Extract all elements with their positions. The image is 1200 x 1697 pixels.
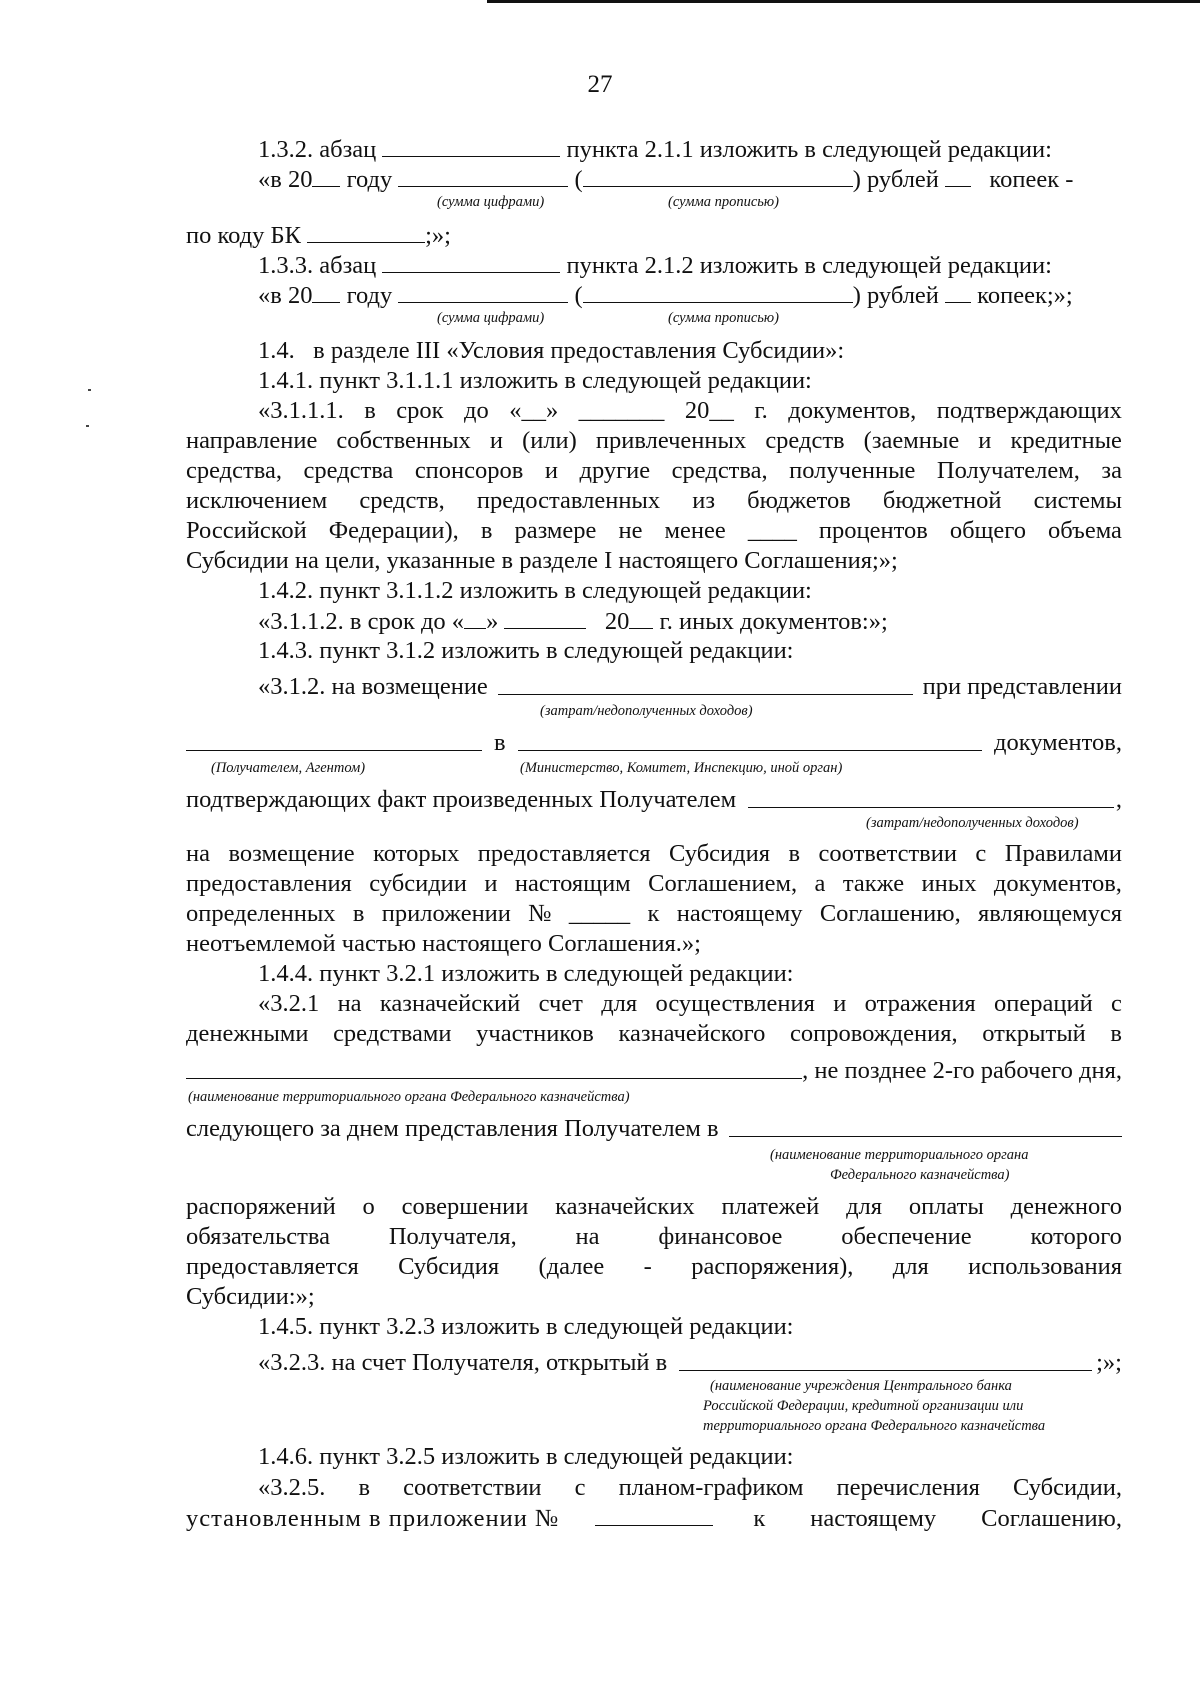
word: операций	[994, 990, 1093, 1017]
word: с	[1111, 990, 1122, 1017]
word: оплаты	[908, 1193, 984, 1220]
word: субсидии	[369, 870, 467, 897]
word: за	[1101, 457, 1122, 484]
page-number: 27	[587, 71, 613, 98]
word: перечисления	[836, 1474, 980, 1501]
line-1-3-3: 1.3.3. абзац пункта 2.1.2 изложить в следующей редакции:	[258, 252, 1052, 279]
word: системы	[1033, 487, 1122, 514]
word: иных	[921, 870, 977, 897]
para-3-2-5-line-2: установленным в приложении № к настоящему Соглашению,	[186, 1505, 1122, 1532]
word: планом-графиком	[618, 1474, 804, 1501]
word: размере	[514, 517, 597, 544]
word: о	[362, 1193, 375, 1220]
word: в	[480, 517, 493, 544]
line-1-4-5: 1.4.5. пункт 3.2.3 изложить в следующей редакции:	[258, 1313, 794, 1340]
word: исключением	[186, 487, 328, 514]
word: средства,	[186, 457, 282, 484]
blank-fill-line	[186, 728, 482, 751]
caption-bank-2: Российской Федерации, кредитной организации или	[703, 1398, 1024, 1414]
word: в	[364, 397, 376, 424]
blank-fill-line	[945, 164, 971, 187]
para-orders-line-2	[186, 1222, 1122, 1252]
caption-sum-words: (сумма прописью)	[668, 194, 779, 210]
blank-fill-line	[312, 280, 340, 303]
para-orders-line-1	[186, 1192, 1122, 1222]
line-bk-code: по коду БК ;»;	[186, 222, 451, 249]
word: Российской	[186, 517, 307, 544]
para-3-1-1-1-line-6: Субсидии на цели, указанные в разделе I настоящего Соглашения;»;	[186, 547, 898, 574]
line-1-4-4: 1.4.4. пункт 3.2.1 изложить в следующей редакции:	[258, 960, 794, 987]
word: (далее	[538, 1253, 605, 1280]
word: «__»	[509, 397, 559, 424]
word: средства,	[671, 457, 768, 484]
para-3-1-1-1-line-5	[186, 516, 1122, 546]
word: для	[892, 1253, 929, 1280]
word: бюджетной	[882, 487, 1002, 514]
blank-fill-line	[398, 280, 568, 303]
word: на	[337, 990, 362, 1017]
word: распоряжения),	[691, 1253, 854, 1280]
line-year-amount-1: «в 20 году ( ) рублей копеек -	[258, 166, 1074, 193]
para-reimbursement-line-2	[186, 869, 1122, 899]
word: к	[647, 900, 660, 927]
blank-fill-line	[629, 606, 653, 629]
line-3-2-3: «3.2.3. на счет Получателя, открытый в ;»;	[258, 1349, 1122, 1376]
word: обязательства	[186, 1223, 330, 1250]
word: возмещение	[228, 840, 355, 867]
blank-fill-line	[464, 606, 486, 629]
blank-fill-line	[307, 220, 425, 243]
word: приложении	[381, 900, 511, 927]
para-3-2-1-line-1	[258, 989, 1122, 1019]
caption-ministry-committee: (Министерство, Комитет, Инспекцию, иной орган)	[520, 760, 843, 776]
blank-fill-line	[583, 164, 853, 187]
word: казначейский	[379, 990, 521, 1017]
word: 20__	[684, 397, 734, 424]
word: финансовое	[658, 1223, 783, 1250]
line-3-1-2: «3.1.2. на возмещение при представлении	[258, 673, 1122, 700]
word: до	[464, 397, 489, 424]
para-orders-line-3	[186, 1252, 1122, 1282]
word: являющемуся	[978, 900, 1122, 927]
word: казначейского	[618, 1020, 766, 1047]
word: кредитные	[1010, 427, 1122, 454]
word: а	[814, 870, 826, 897]
word: также	[842, 870, 905, 897]
caption-expenses-2: (затрат/недополученных доходов)	[866, 815, 1079, 831]
line-1-4-3: 1.4.3. пункт 3.1.2 изложить в следующей редакции:	[258, 637, 794, 664]
word: предоставленных	[476, 487, 661, 514]
word: другие	[579, 457, 651, 484]
caption-treasury-body-2a: (наименование территориального органа	[770, 1147, 1029, 1163]
word: _____	[568, 900, 631, 927]
word: средств,	[359, 487, 445, 514]
scan-speck	[88, 389, 91, 391]
word: привлеченных	[595, 427, 747, 454]
word: срок	[396, 397, 444, 424]
word: осуществления	[655, 990, 815, 1017]
word: (заемные	[863, 427, 960, 454]
blank-fill-line	[312, 164, 340, 187]
word: Субсидия	[669, 840, 770, 867]
word: Субсидия	[398, 1253, 500, 1280]
blank-fill-line	[595, 1503, 713, 1526]
word: на	[186, 840, 210, 867]
blank-fill-line	[748, 785, 1114, 808]
para-3-1-1-1-line-1	[258, 396, 1122, 426]
blank-fill-line	[679, 1348, 1092, 1371]
word: в	[352, 900, 365, 927]
word: средствами	[333, 1020, 452, 1047]
word: Федерации),	[328, 517, 459, 544]
caption-expenses: (затрат/недополученных доходов)	[540, 703, 753, 719]
word: собственных	[336, 427, 471, 454]
line-confirming-fact: подтверждающих факт произведенных Получателем ,	[186, 786, 1122, 813]
word: казначейских	[555, 1193, 695, 1220]
word: ____	[747, 517, 797, 544]
line-following-day: следующего за днем представления Получателем в	[186, 1114, 1122, 1144]
blank-fill-line	[583, 280, 853, 303]
word: менее	[664, 517, 726, 544]
blank-fill-line	[729, 1114, 1122, 1137]
word: счет	[538, 990, 583, 1017]
word: процентов	[818, 517, 928, 544]
blank-fill-line	[945, 280, 971, 303]
scan-speck	[86, 425, 89, 427]
scan-top-border	[487, 0, 1200, 3]
blank-fill-line	[518, 728, 982, 751]
word: средств	[765, 427, 845, 454]
word: подтверждающих	[936, 397, 1122, 424]
para-3-1-1-1-line-4	[186, 486, 1122, 516]
para-3-1-1-1-line-2	[186, 426, 1122, 456]
word: соответствии	[403, 1474, 542, 1501]
word: №	[528, 900, 552, 927]
word: сопровождения,	[789, 1020, 958, 1047]
blank-fill-line	[498, 672, 913, 695]
word: и	[978, 427, 992, 454]
word: предоставляется	[186, 1253, 359, 1280]
word: не	[618, 517, 643, 544]
word: и	[489, 427, 503, 454]
para-reimbursement-line-1	[186, 839, 1122, 869]
word: денежного	[1010, 1193, 1122, 1220]
word: в	[358, 1474, 371, 1501]
line-recipient-agency: в документов,	[186, 728, 1122, 758]
word: участников	[476, 1020, 594, 1047]
word: открытый	[982, 1020, 1086, 1047]
para-3-1-1-1-line-3	[186, 456, 1122, 486]
word: из	[692, 487, 716, 514]
blank-fill-line	[504, 606, 586, 629]
word: документов,	[788, 397, 917, 424]
word: объема	[1048, 517, 1122, 544]
word: соответствии	[818, 840, 957, 867]
word: предоставления	[186, 870, 352, 897]
word: на	[575, 1223, 600, 1250]
word: Правилами	[1004, 840, 1122, 867]
word: (или)	[522, 427, 577, 454]
word: определенных	[186, 900, 336, 927]
word: которых	[373, 840, 460, 867]
para-orders-line-4: Субсидии:»;	[186, 1283, 315, 1310]
para-3-2-5-line-1	[258, 1473, 1122, 1503]
word: направление	[186, 427, 318, 454]
word: настоящему	[676, 900, 803, 927]
line-1-4-1: 1.4.1. пункт 3.1.1.1 изложить в следующей редакции:	[258, 367, 812, 394]
word: с	[975, 840, 987, 867]
blank-fill-line	[382, 250, 560, 273]
word: и	[544, 457, 558, 484]
caption-recipient-agent: (Получателем, Агентом)	[211, 760, 366, 776]
word: настоящим	[514, 870, 631, 897]
word: Получателем,	[936, 457, 1080, 484]
caption-bank-3: территориального органа Федерального казначейства	[703, 1418, 1046, 1434]
word: Соглашению,	[819, 900, 961, 927]
word: «3.2.5.	[258, 1474, 326, 1501]
word: средства	[303, 457, 394, 484]
word: платежей	[721, 1193, 820, 1220]
caption-treasury-body-2b: Федерального казначейства)	[830, 1167, 1010, 1183]
word: обеспечение	[841, 1223, 972, 1250]
word: бюджетов	[747, 487, 851, 514]
para-reimbursement-line-4: неотъемлемой частью настоящего Соглашения.»;	[186, 930, 701, 957]
word: использования	[968, 1253, 1122, 1280]
para-3-2-1-line-2	[186, 1019, 1122, 1049]
word: которого	[1030, 1223, 1122, 1250]
word: денежными	[186, 1020, 309, 1047]
word: Соглашением,	[648, 870, 798, 897]
line-1-4-2: 1.4.2. пункт 3.1.1.2 изложить в следующей редакции:	[258, 577, 812, 604]
blank-fill-line	[186, 1056, 802, 1079]
word: для	[846, 1193, 883, 1220]
word: -	[643, 1253, 652, 1280]
line-1-3-2: 1.3.2. абзац пункта 2.1.1 изложить в следующей редакции:	[258, 136, 1052, 163]
blank-fill-line	[398, 164, 568, 187]
word: отражения	[864, 990, 976, 1017]
line-3-1-1-2: «3.1.1.2. в срок до « » 20 г. иных документов:»;	[258, 608, 888, 635]
word: «3.2.1	[258, 990, 320, 1017]
word: и	[833, 990, 847, 1017]
line-1-4-6: 1.4.6. пункт 3.2.5 изложить в следующей редакции:	[258, 1443, 794, 1470]
word: и	[484, 870, 498, 897]
caption-bank-1: (наименование учреждения Центрального банка	[710, 1378, 1012, 1394]
caption-treasury-body: (наименование территориального органа Федерального казначейства)	[188, 1089, 630, 1105]
word: Получателя,	[388, 1223, 517, 1250]
word: предоставляется	[477, 840, 651, 867]
para-reimbursement-line-3	[186, 899, 1122, 929]
word: полученные	[789, 457, 916, 484]
word: документов,	[993, 870, 1122, 897]
word: Субсидии,	[1013, 1474, 1122, 1501]
caption-sum-words: (сумма прописью)	[668, 310, 779, 326]
word: распоряжений	[186, 1193, 336, 1220]
word: с	[574, 1474, 586, 1501]
caption-sum-digits: (сумма цифрами)	[437, 310, 545, 326]
line-treasury-account: , не позднее 2-го рабочего дня,	[186, 1056, 1122, 1086]
line-1-4: 1.4. в разделе III «Условия предоставления Субсидии»:	[258, 337, 845, 364]
word: общего	[949, 517, 1026, 544]
word: _______	[578, 397, 665, 424]
word: спонсоров	[414, 457, 524, 484]
caption-sum-digits: (сумма цифрами)	[437, 194, 545, 210]
word: в	[788, 840, 801, 867]
line-year-amount-2: «в 20 году ( ) рублей копеек;»;	[258, 282, 1073, 309]
word: г.	[754, 397, 768, 424]
word: совершении	[401, 1193, 529, 1220]
word: для	[601, 990, 638, 1017]
blank-fill-line	[382, 134, 560, 157]
word: в	[1110, 1020, 1122, 1047]
word: «3.1.1.1.	[258, 397, 344, 424]
